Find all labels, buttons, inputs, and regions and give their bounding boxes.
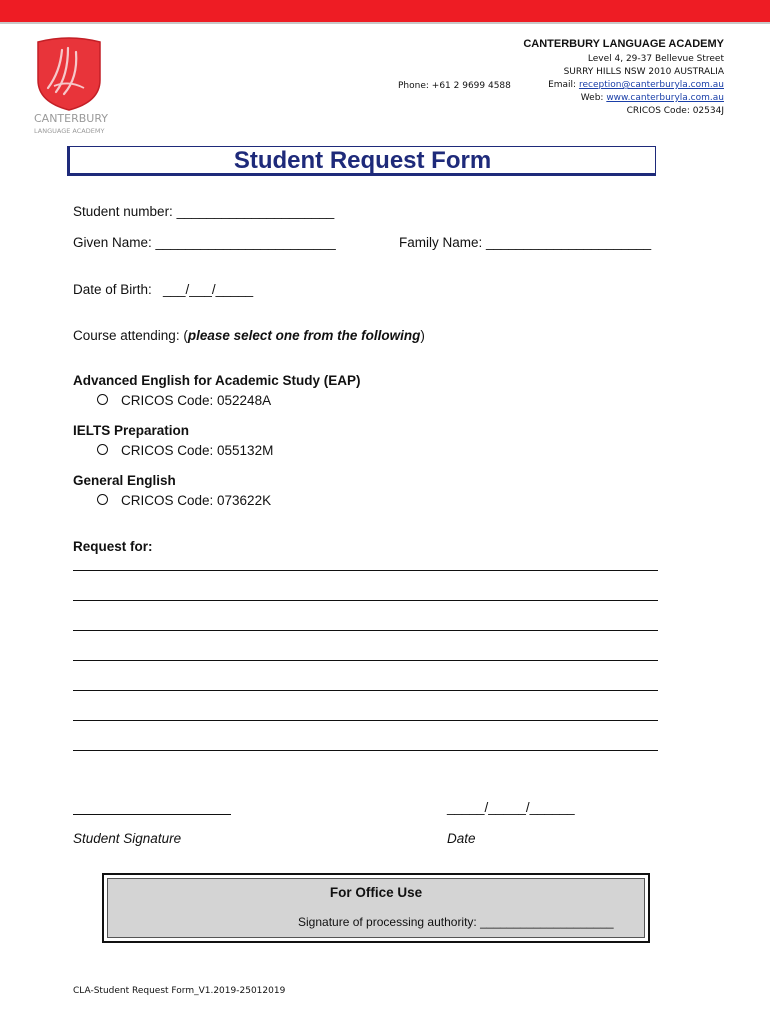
course-attending-label [73,328,425,343]
course-code-general: CRICOS Code: 073622K [121,493,272,508]
logo-subname: LANGUAGE ACADEMY [34,127,105,135]
signature-line[interactable] [73,814,231,815]
web-label: Web: [580,93,607,103]
course-option-ielts[interactable] [97,443,273,458]
cricos-code: CRICOS Code: 02534J [626,106,724,116]
web-line [523,92,724,105]
title-banner [67,146,656,176]
web-link[interactable]: www.canterburyla.com.au [606,93,724,103]
course-name-ielts: IELTS Preparation [73,423,190,438]
course-name-general: General English [73,473,176,488]
request-line[interactable] [73,720,658,721]
radio-circle-icon[interactable] [97,444,108,455]
request-line[interactable] [73,600,658,601]
office-use-panel [107,878,645,938]
request-label: Request for: [73,539,153,554]
logo-name: CANTERBURY [34,112,109,125]
address-line-2: SURRY HILLS NSW 2010 AUSTRALIA [563,67,724,77]
course-suffix: ) [420,328,425,343]
course-option-general[interactable] [97,493,271,508]
course-code-eap: CRICOS Code: 052248A [121,393,272,408]
course-name-eap: Advanced English for Academic Study (EAP) [73,373,361,388]
email-line [523,79,724,92]
request-line[interactable] [73,750,658,751]
org-name: CANTERBURY LANGUAGE ACADEMY [523,38,724,50]
course-code-ielts: CRICOS Code: 055132M [121,443,274,458]
page-title: Student Request Form [233,147,492,174]
logo-wordmark [34,113,108,137]
radio-circle-icon[interactable] [97,494,108,505]
course-option-eap[interactable] [97,393,271,408]
request-line[interactable] [73,660,658,661]
email-label: Email: [548,80,579,90]
given-name-field[interactable]: Given Name: ________________________ [73,235,336,250]
date-label: Date [447,831,476,846]
email-link[interactable]: reception@canterburyla.com.au [578,80,724,90]
radio-circle-icon[interactable] [97,394,108,405]
course-prefix: Course attending: ( [73,328,188,343]
office-use-box [102,873,650,943]
org-address-block [523,38,724,118]
signature-label: Student Signature [73,831,182,846]
phone-number: Phone: +61 2 9699 4588 [398,81,511,91]
course-hint: please select one from the following [187,328,421,343]
request-line[interactable] [73,690,658,691]
top-divider [0,22,770,24]
date-of-birth-field[interactable]: Date of Birth: ___/___/_____ [73,282,254,297]
request-line[interactable] [73,570,658,571]
processing-signature-field[interactable]: Signature of processing authority: ____________________ [298,915,614,929]
date-field[interactable]: _____/_____/______ [447,800,575,815]
office-use-title: For Office Use [329,885,423,900]
student-number-field[interactable]: Student number: _____________________ [73,204,335,219]
family-name-field[interactable]: Family Name: ______________________ [399,235,652,250]
address-line-1: Level 4, 29-37 Bellevue Street [587,54,724,64]
request-line[interactable] [73,630,658,631]
footer-doc-id: CLA-Student Request Form_V1.2019-25012019 [73,986,286,996]
top-accent-bar [0,0,770,22]
